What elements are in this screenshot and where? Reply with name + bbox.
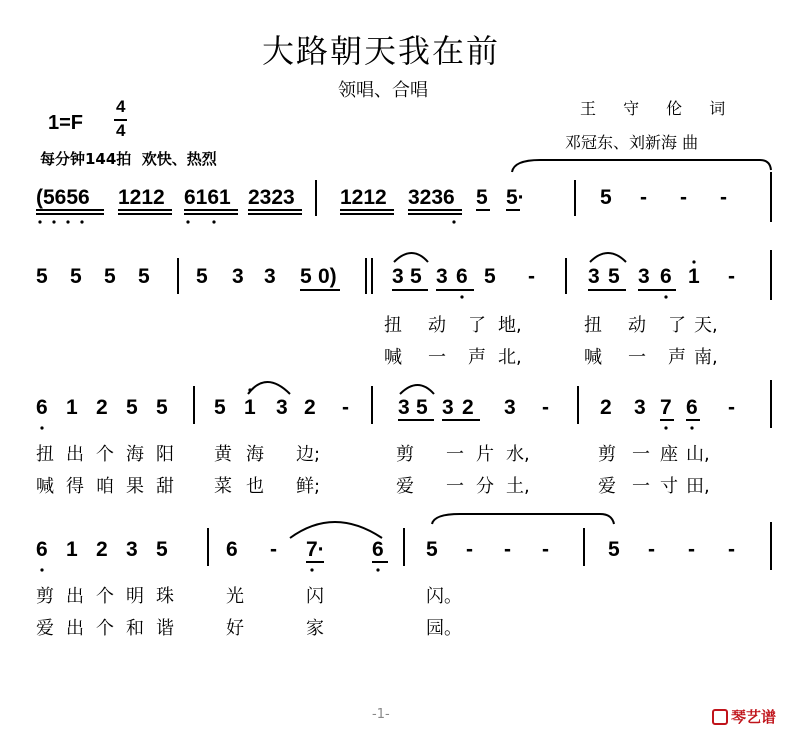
key-signature: 1=F (48, 112, 84, 134)
lyric: 地, (498, 315, 522, 336)
note: 5 (36, 265, 48, 288)
note: 6 (226, 538, 238, 561)
octave-dot (692, 260, 695, 263)
note: 6 (456, 265, 468, 288)
lyric: 也 (246, 476, 264, 497)
note: 5 (608, 538, 620, 561)
note: 5 (608, 265, 620, 288)
octave-dot (664, 295, 667, 298)
note: 2 (600, 396, 612, 419)
note: 5 (426, 538, 438, 561)
lyric: 爱 (396, 476, 414, 497)
lyric: 动 (628, 315, 646, 336)
lyric: 剪 (598, 444, 616, 465)
note-dash: - (728, 265, 735, 288)
octave-dot (460, 295, 463, 298)
note: 3 (504, 396, 516, 419)
lyric: 寸 (660, 476, 678, 497)
lyric: 喊 (384, 347, 402, 368)
note-group: 3236 (408, 186, 455, 209)
octave-dot (690, 426, 693, 429)
note: 3 (442, 396, 454, 419)
tempo-marking: 每分钟144拍 欢快、热烈 (40, 150, 217, 168)
note: 5 (138, 265, 150, 288)
time-signature-top: 4 (116, 97, 126, 116)
lyric: 家 (306, 618, 324, 639)
note: 6 (660, 265, 672, 288)
note-dash: - (542, 538, 549, 561)
lyric: 了 (668, 315, 686, 336)
slur (290, 522, 382, 538)
note: 5 (196, 265, 208, 288)
lyric: 一 (632, 444, 650, 465)
lyric: 天, (694, 315, 718, 336)
lyric: 谐 (156, 618, 174, 639)
lyric: 山, (686, 444, 710, 465)
octave-dot (452, 220, 455, 223)
note: 3 (126, 538, 138, 561)
note: 5 (156, 396, 168, 419)
octave-dot (376, 568, 379, 571)
slur (400, 385, 434, 394)
lyric: 片 (476, 444, 494, 465)
note: 2 (96, 538, 108, 561)
lyric: 剪 (396, 444, 414, 465)
octave-dot (66, 220, 69, 223)
note: 3 (264, 265, 276, 288)
octave-dot (310, 568, 313, 571)
lyric: 甜 (156, 476, 174, 497)
note-group: (5656 (36, 186, 90, 209)
note: 6 (36, 538, 48, 561)
octave-dot (186, 220, 189, 223)
note: 1 (66, 538, 78, 561)
lyric: 闪 (306, 586, 324, 607)
note-group: 2323 (248, 186, 295, 209)
note: 0) (318, 265, 337, 288)
note-dash: - (542, 396, 549, 419)
lyric: 个 (96, 618, 114, 639)
octave-dot (52, 220, 55, 223)
lyric: 剪 (36, 586, 54, 607)
lyric: 边; (296, 444, 321, 465)
song-title: 大路朝天我在前 (262, 32, 501, 70)
lyric: 座 (660, 444, 678, 465)
time-signature-bottom: 4 (116, 121, 126, 140)
composer-credit: 邓冠东、刘新海 曲 (565, 133, 699, 152)
note: 2 (96, 396, 108, 419)
note: 6 (36, 396, 48, 419)
lyric: 出 (66, 444, 84, 465)
note: 5 (156, 538, 168, 561)
watermark-logo (712, 706, 776, 727)
lyric: 一 (446, 476, 464, 497)
lyric: 一 (428, 347, 446, 368)
lyric: 扭 (36, 444, 54, 465)
octave-dot (248, 388, 251, 391)
slur (590, 253, 626, 262)
lyric: 分 (476, 476, 494, 497)
lyric: 喊 (36, 476, 54, 497)
octave-dot (664, 426, 667, 429)
lyric: 出 (66, 618, 84, 639)
lyric: 喊 (584, 347, 602, 368)
note: 6 (686, 396, 698, 419)
lyric: 海 (246, 444, 264, 465)
lyric: 珠 (156, 586, 174, 607)
song-subtitle: 领唱、合唱 (338, 80, 428, 101)
lyric: 南, (694, 347, 718, 368)
slur (512, 160, 771, 172)
lyric: 声 (468, 347, 486, 368)
note: 5 (600, 186, 612, 209)
note-dash: - (728, 538, 735, 561)
note-dash: - (720, 186, 727, 209)
note: 3 (638, 265, 650, 288)
lyric: 和 (126, 618, 144, 639)
note: 5· (506, 186, 525, 209)
lyric: 光 (226, 586, 244, 607)
note-dash: - (270, 538, 277, 561)
note-group: 1212 (118, 186, 165, 209)
lyric: 黄 (214, 444, 232, 465)
lyric: 好 (226, 618, 244, 639)
note: 3 (634, 396, 646, 419)
note: 5 (104, 265, 116, 288)
note: 2 (304, 396, 316, 419)
lyric: 声 (668, 347, 686, 368)
slur (432, 514, 614, 524)
octave-dot (40, 568, 43, 571)
octave-dot (80, 220, 83, 223)
note: 3 (392, 265, 404, 288)
octave-dot (40, 426, 43, 429)
note: 1 (688, 265, 700, 288)
note: 3 (436, 265, 448, 288)
lyric: 一 (628, 347, 646, 368)
note: 5 (476, 186, 488, 209)
lyric: 扭 (384, 315, 402, 336)
note: 5 (214, 396, 226, 419)
note: 1 (66, 396, 78, 419)
lyric: 动 (428, 315, 446, 336)
lyric: 扭 (584, 315, 602, 336)
lyric: 菜 (214, 476, 232, 497)
note: 7· (306, 538, 325, 561)
lyric: 明 (126, 586, 144, 607)
lyric: 爱 (36, 618, 54, 639)
note: 3 (398, 396, 410, 419)
lyric: 个 (96, 444, 114, 465)
note: 5 (70, 265, 82, 288)
note-dash: - (688, 538, 695, 561)
note-group: 6161 (184, 186, 231, 209)
note-dash: - (528, 265, 535, 288)
note-dash: - (648, 538, 655, 561)
lyricist-credit: 王 守 伦 词 (580, 99, 726, 118)
lyric: 海 (126, 444, 144, 465)
note-dash: - (680, 186, 687, 209)
note: 2 (462, 396, 474, 419)
note: 6 (372, 538, 384, 561)
octave-dot (212, 220, 215, 223)
lyric: 土, (506, 476, 530, 497)
lyric: 咱 (96, 476, 114, 497)
lyric: 北, (498, 347, 522, 368)
lyric: 得 (66, 476, 84, 497)
lyric: 阳 (156, 444, 174, 465)
octave-dot (38, 220, 41, 223)
note: 5 (300, 265, 312, 288)
note: 5 (126, 396, 138, 419)
lyric: 园。 (426, 618, 462, 639)
lyric: 一 (632, 476, 650, 497)
lyric: 田, (686, 476, 710, 497)
note-dash: - (504, 538, 511, 561)
lyric: 果 (126, 476, 144, 497)
watermark-text: 琴艺谱 (731, 708, 777, 726)
lyric: 水, (506, 444, 530, 465)
note: 5 (410, 265, 422, 288)
lyric: 鲜; (296, 476, 321, 497)
lyric: 了 (468, 315, 486, 336)
watermark-icon (712, 709, 728, 725)
lyric: 出 (66, 586, 84, 607)
note: 7 (660, 396, 672, 419)
lyric: 爱 (598, 476, 616, 497)
note-dash: - (466, 538, 473, 561)
note: 1 (244, 396, 256, 419)
note: 3 (232, 265, 244, 288)
lyric: 一 (446, 444, 464, 465)
note-dash: - (342, 396, 349, 419)
slur (248, 382, 290, 394)
page-number: -1- (372, 707, 390, 722)
lyric: 个 (96, 586, 114, 607)
note-group: 1212 (340, 186, 387, 209)
lyric: 闪。 (426, 586, 462, 607)
note: 5 (484, 265, 496, 288)
note-dash: - (728, 396, 735, 419)
note-dash: - (640, 186, 647, 209)
note: 3 (588, 265, 600, 288)
note: 3 (276, 396, 288, 419)
slur (394, 253, 428, 262)
note: 5 (416, 396, 428, 419)
